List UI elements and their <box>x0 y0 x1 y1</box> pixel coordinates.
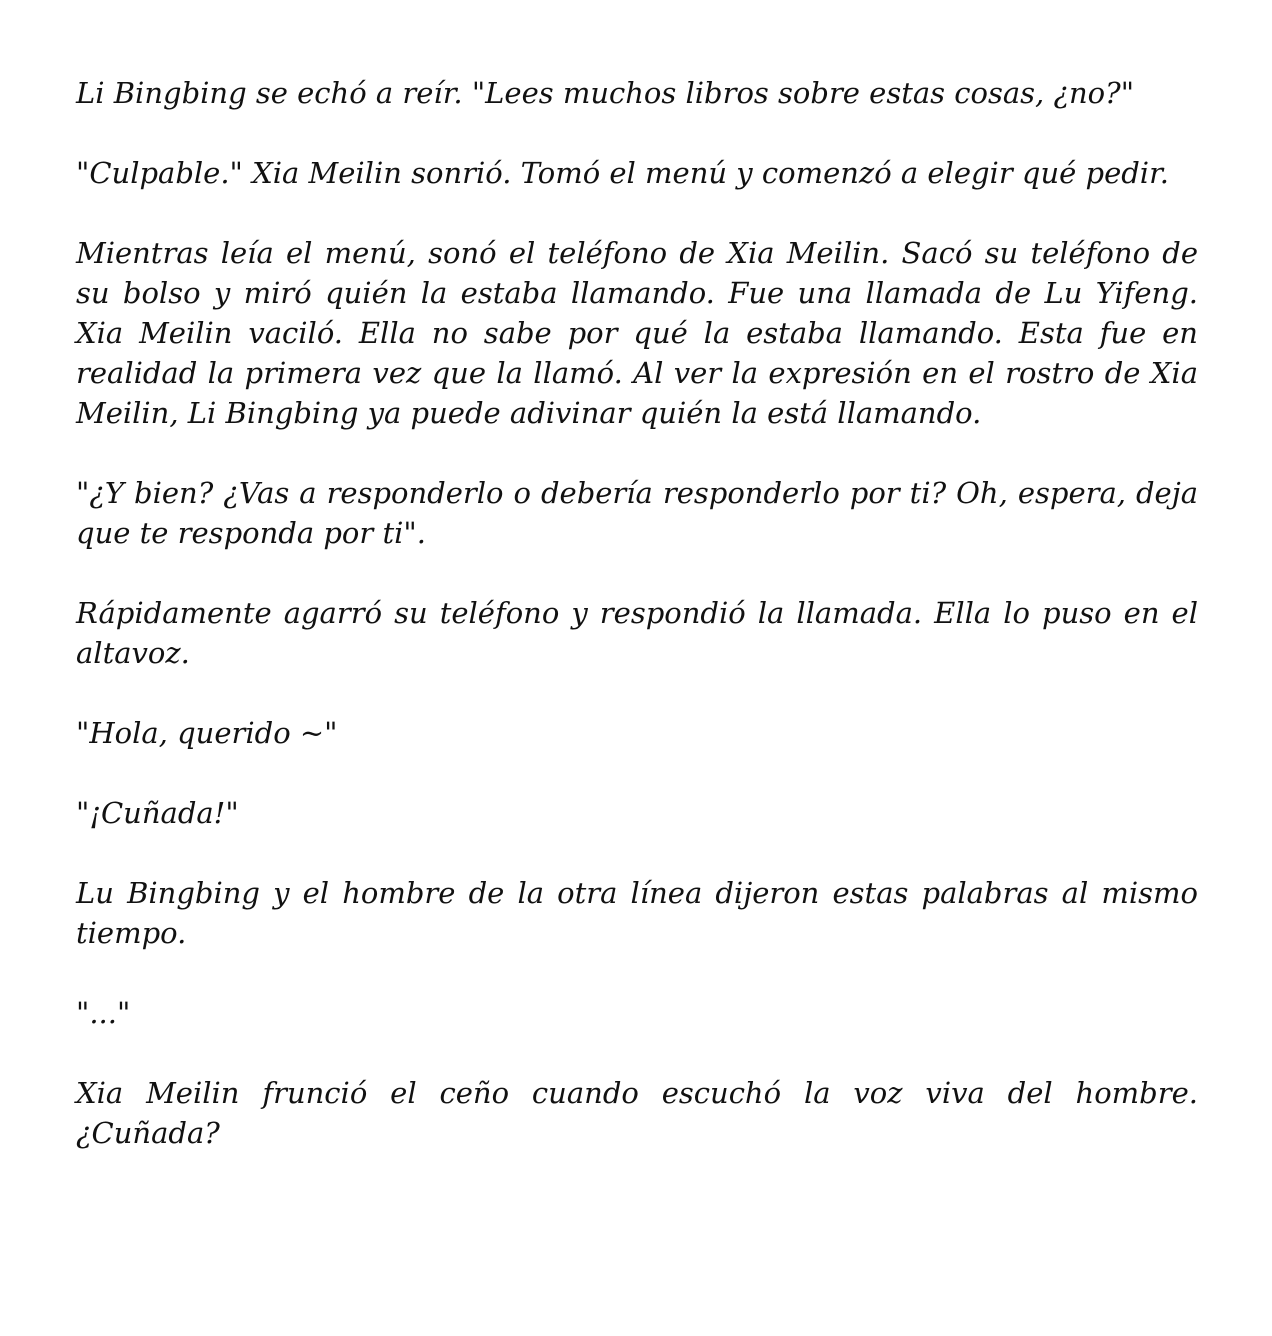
paragraph: Rápidamente agarró su teléfono y respondió la llamada. Ella lo puso en el altavoz. <box>76 596 1198 670</box>
paragraph: "Culpable." Xia Meilin sonrió. Tomó el menú y comenzó a elegir qué pedir. <box>76 156 1169 190</box>
paragraph: "¡Cuñada!" <box>76 796 239 830</box>
paragraph: Li Bingbing se echó a reír. "Lees muchos libros sobre estas cosas, ¿no?" <box>76 76 1135 110</box>
document-page <box>76 73 1198 1153</box>
paragraph: Xia Meilin frunció el ceño cuando escuchó la voz viva del hombre. ¿Cuñada? <box>76 1076 1198 1150</box>
paragraph: "..." <box>76 996 131 1030</box>
paragraph: Lu Bingbing y el hombre de la otra línea dijeron estas palabras al mismo tiempo. <box>76 876 1198 950</box>
paragraph: "¿Y bien? ¿Vas a responderlo o debería responderlo por ti? Oh, espera, deja que te responda por ti". <box>76 476 1198 550</box>
paragraph: Mientras leía el menú, sonó el teléfono de Xia Meilin. Sacó su teléfono de su bolso y miró quién la estaba llamando. Fue una llamada de Lu Yifeng. Xia Meilin vaciló. Ella no sabe por qué la estaba llamando. Esta fue en realidad la primera vez que la llamó. Al ver la expresión en el rostro de Xia Meilin, Li Bingbing ya puede adivinar quién la está llamando. <box>76 236 1198 430</box>
paragraph: "Hola, querido ~" <box>76 716 338 750</box>
